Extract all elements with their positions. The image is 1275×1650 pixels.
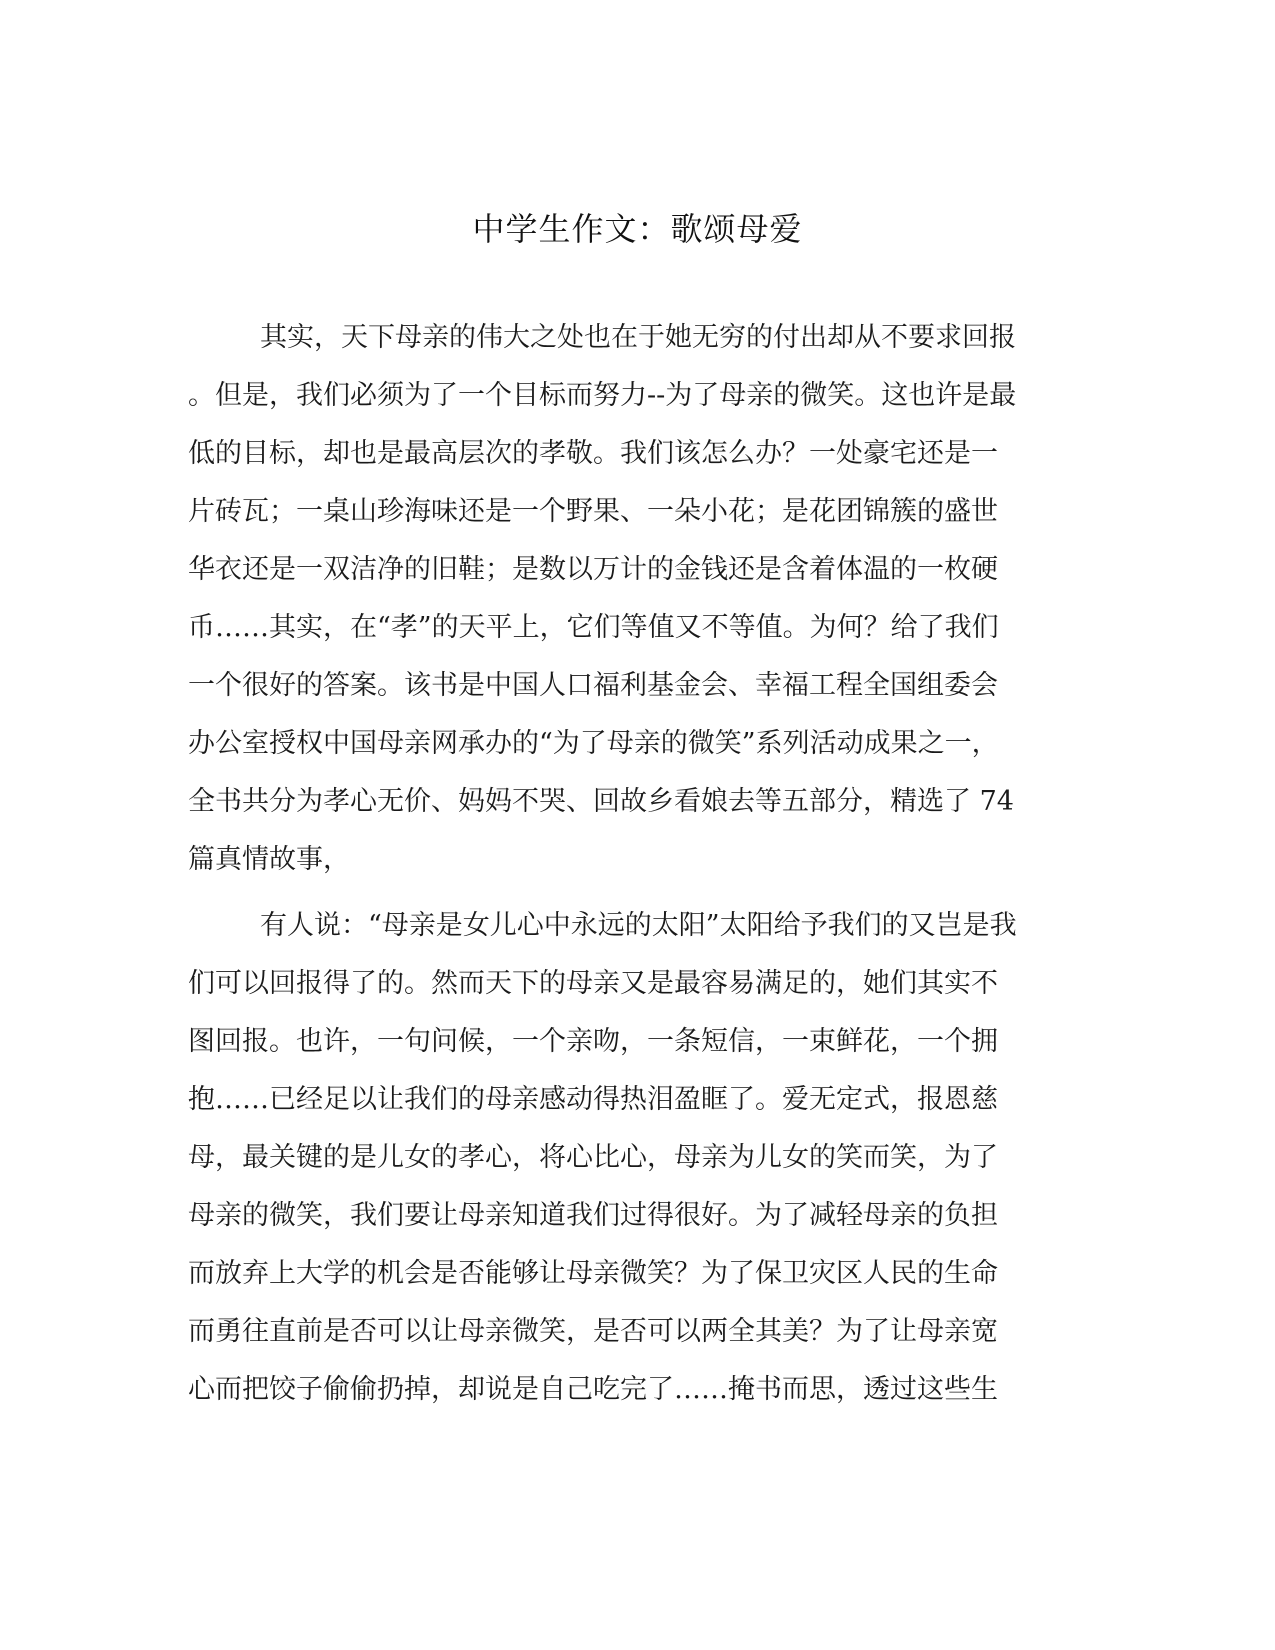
paragraph-1-line: 篇真情故事， <box>188 844 350 875</box>
paragraph-1-line: 片砖瓦；一桌山珍海味还是一个野果、一朵小花；是花团锦簇的盛世 <box>188 496 998 527</box>
paragraph-1-line: 币……其实，在“孝”的天平上，它们等值又不等值。为何？给了我们 <box>188 612 999 643</box>
paragraph-2-line: 母，最关键的是儿女的孝心，将心比心，母亲为儿女的笑而笑，为了 <box>188 1142 998 1173</box>
paragraph-1-line: 一个很好的答案。该书是中国人口福利基金会、幸福工程全国组委会 <box>188 670 998 701</box>
paragraph-2-line: 心而把饺子偷偷扔掉，却说是自己吃完了……掩书而思，透过这些生 <box>188 1374 998 1405</box>
paragraph-2-line: 而放弃上大学的机会是否能够让母亲微笑？为了保卫灾区人民的生命 <box>188 1258 998 1289</box>
paragraph-2-line: 有人说：“母亲是女儿心中永远的太阳”太阳给予我们的又岂是我 <box>260 910 1017 941</box>
paragraph-1-line: 华衣还是一双洁净的旧鞋；是数以万计的金钱还是含着体温的一枚硬 <box>188 554 998 585</box>
document-title: 中学生作文：歌颂母爱 <box>472 210 803 248</box>
paragraph-2-line: 而勇往直前是否可以让母亲微笑，是否可以两全其美？为了让母亲宽 <box>188 1316 998 1347</box>
paragraph-2-line: 抱……已经足以让我们的母亲感动得热泪盈眶了。爱无定式，报恩慈 <box>188 1084 998 1115</box>
paragraph-1-line: 。但是，我们必须为了一个目标而努力--为了母亲的微笑。这也许是最 <box>188 380 1017 411</box>
paragraph-2-line: 们可以回报得了的。然而天下的母亲又是最容易满足的，她们其实不 <box>188 968 998 999</box>
paragraph-1-line: 全书共分为孝心无价、妈妈不哭、回故乡看娘去等五部分，精选了 74 <box>188 786 1014 817</box>
paragraph-1-line: 办公室授权中国母亲网承办的“为了母亲的微笑”系列活动成果之一， <box>188 728 999 759</box>
paragraph-1-line: 其实，天下母亲的伟大之处也在于她无穷的付出却从不要求回报 <box>260 322 1016 353</box>
paragraph-2-line: 母亲的微笑，我们要让母亲知道我们过得很好。为了减轻母亲的负担 <box>188 1200 998 1231</box>
paragraph-1-line: 低的目标，却也是最高层次的孝敬。我们该怎么办？一处豪宅还是一 <box>188 438 998 469</box>
paragraph-2-line: 图回报。也许，一句问候，一个亲吻，一条短信，一束鲜花，一个拥 <box>188 1026 998 1057</box>
